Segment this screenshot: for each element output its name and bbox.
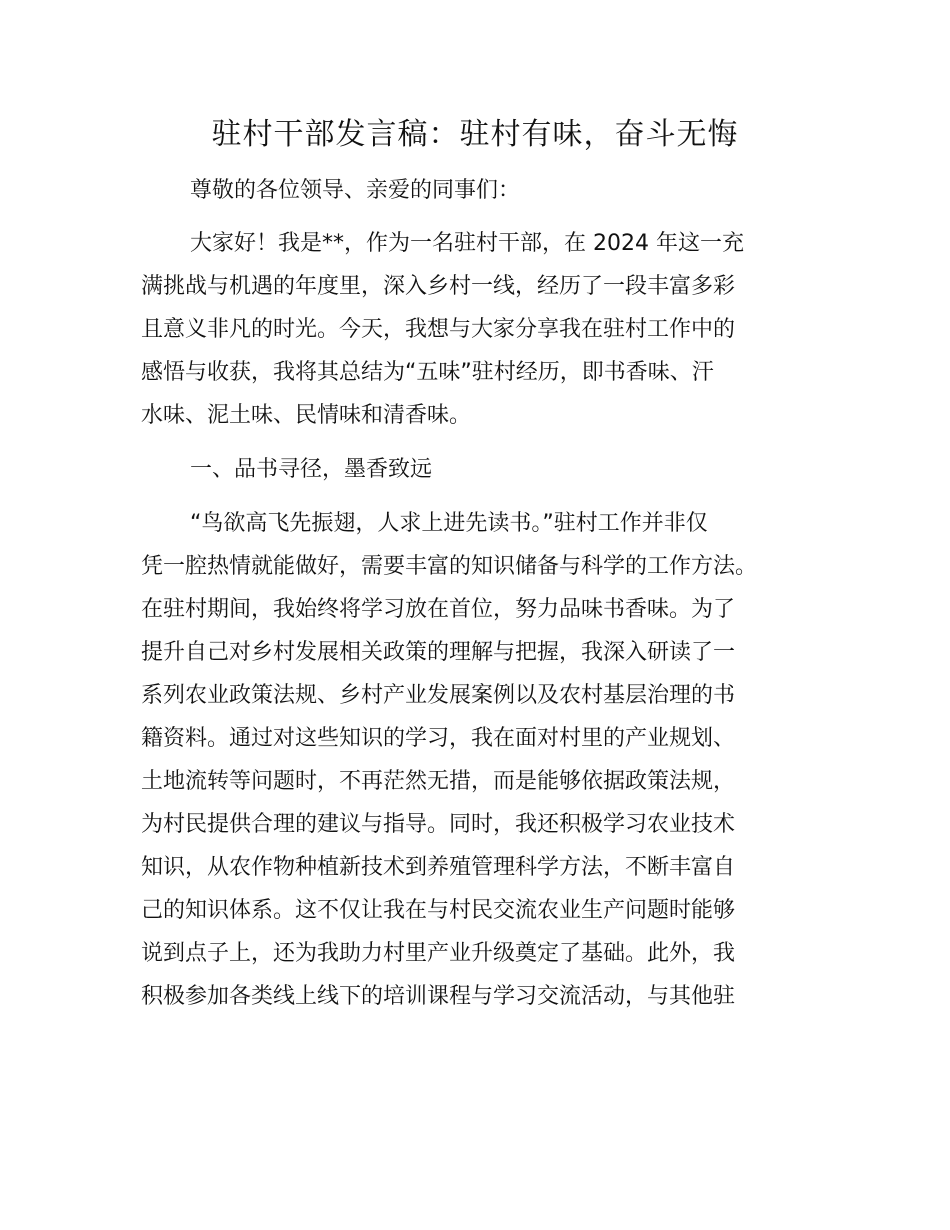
body-line: 积极参加各类线上线下的培训课程与学习交流活动，与其他驻	[141, 984, 736, 1009]
body-line: 己的知识体系。这不仅让我在与村民交流农业生产问题时能够	[141, 898, 736, 923]
document-title: 驻村干部发言稿：驻村有味，奋斗无悔	[211, 117, 739, 152]
body-line: 水味、泥土味、民情味和清香味。	[141, 403, 472, 428]
body-line: 且意义非凡的时光。今天，我想与大家分享我在驻村工作中的	[141, 317, 736, 342]
body-line: 系列农业政策法规、乡村产业发展案例以及农村基层治理的书	[141, 683, 736, 708]
body-line: 土地流转等问题时，不再茫然无措，而是能够依据政策法规，	[141, 769, 736, 794]
body-line: 知识，从农作物种植新技术到养殖管理科学方法，不断丰富自	[141, 855, 736, 880]
body-line: 感悟与收获，我将其总结为“五味”驻村经历，即书香味、汗	[141, 360, 714, 385]
body-line: 凭一腔热情就能做好，需要丰富的知识储备与科学的工作方法。	[141, 554, 758, 579]
body-line: 说到点子上，还为我助力村里产业升级奠定了基础。此外，我	[141, 941, 736, 966]
body-line: 大家好！我是**，作为一名驻村干部，在 2024 年这一充	[190, 231, 744, 256]
body-line: “鸟欲高飞先振翅，人求上进先读书。”驻村工作并非仅	[190, 511, 708, 536]
section-heading: 一、品书寻径，墨香致远	[190, 457, 433, 482]
body-line: 为村民提供合理的建议与指导。同时，我还积极学习农业技术	[141, 812, 736, 837]
salutation-line: 尊敬的各位领导、亲爱的同事们：	[190, 178, 521, 203]
body-line: 在驻村期间，我始终将学习放在首位，努力品味书香味。为了	[141, 597, 736, 622]
body-line: 满挑战与机遇的年度里，深入乡村一线，经历了一段丰富多彩	[141, 274, 736, 299]
body-line: 籍资料。通过对这些知识的学习，我在面对村里的产业规划、	[141, 726, 736, 751]
body-line: 提升自己对乡村发展相关政策的理解与把握，我深入研读了一	[141, 640, 736, 665]
